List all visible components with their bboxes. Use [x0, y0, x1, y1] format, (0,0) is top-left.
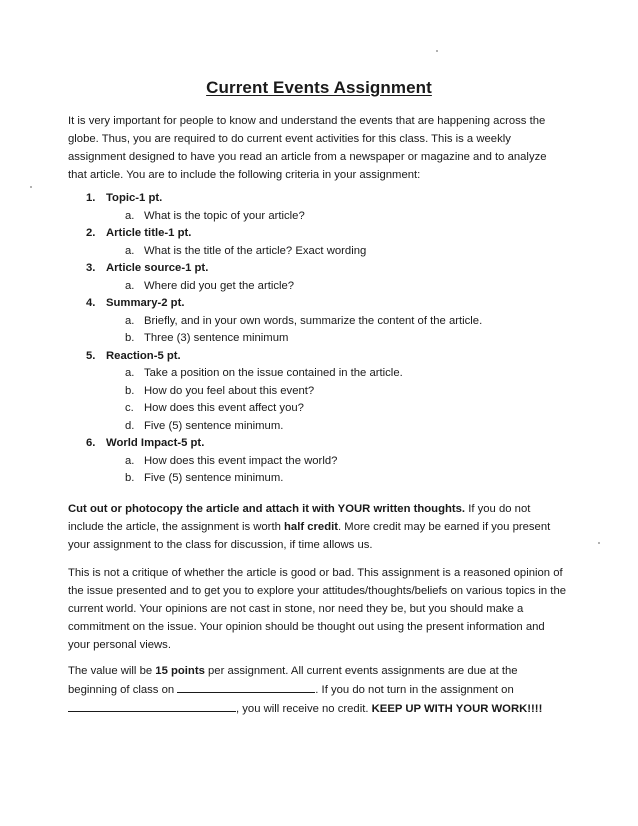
intro-paragraph: It is very important for people to know and understand the events that are happening across the globe. Thus, you are required to do current event activities for this class. This is a weekly assignment designed to have you read an article from a newspaper or magazine and to analyze that article. You are to include the following criteria in your assignment: [68, 115, 547, 181]
scan-speck [30, 186, 32, 188]
subitem-text: Briefly, and in your own words, summarize the content of the article. [144, 314, 483, 327]
subitem-letter: c. [125, 402, 134, 414]
subitem-text: Five (5) sentence minimum. [144, 472, 284, 484]
attach-instruction: Cut out or photocopy the article and attach it with YOUR written thoughts. [68, 503, 466, 515]
criterion-item [0, 297, 638, 315]
subitem-text: Three (3) sentence minimum [144, 332, 289, 344]
subitem-text: What is the topic of your article? [144, 209, 305, 222]
criterion-item [0, 227, 638, 245]
critique-paragraph: This is not a critique of whether the article is good or bad. This assignment is a reasoned opinion of the issue presented and to get you to explore your attitudes/thoughts/beliefs on various topics in the current world. Your opinions are not cast in stone, nor need they be, but you should make a commitment on the issue. Your opinion should be thought out using the present information and your personal views. [68, 567, 567, 651]
subitem-letter: a. [125, 454, 135, 467]
criterion-heading: Article title-1 pt. [106, 227, 192, 239]
criterion-item [0, 262, 638, 280]
criterion-subitem [0, 280, 638, 298]
criterion-subitem [0, 210, 638, 228]
subitem-text: Take a position on the issue contained in the article. [144, 367, 403, 379]
points-value: 15 points [155, 665, 205, 677]
criterion-subitem [0, 455, 638, 473]
criteria-list [0, 192, 638, 490]
subitem-text: Where did you get the article? [144, 279, 295, 292]
criterion-item [0, 350, 638, 368]
half-credit-text: half credit [284, 521, 339, 533]
subitem-letter: a. [125, 244, 135, 257]
criterion-number: 1. [86, 192, 96, 204]
criterion-item [0, 437, 638, 455]
criterion-number: 4. [86, 297, 96, 309]
criterion-heading: Reaction-5 pt. [106, 349, 181, 362]
attach-text-a: If you do not include the article, the assignment is worth [68, 503, 531, 533]
subitem-letter: b. [125, 472, 135, 484]
subitem-text: What is the title of the article? Exact wording [144, 244, 367, 257]
subitem-letter: a. [125, 209, 135, 222]
due-date-blank [177, 680, 315, 693]
subitem-letter: b. [125, 384, 135, 397]
subitem-text: Five (5) sentence minimum. [144, 419, 284, 432]
page-title: Current Events Assignment [206, 78, 432, 97]
criterion-subitem [0, 420, 638, 438]
scan-speck [598, 542, 600, 544]
criterion-heading: Article source-1 pt. [106, 262, 209, 274]
criterion-heading: Topic-1 pt. [106, 192, 163, 204]
attach-article-paragraph [68, 500, 568, 554]
criterion-number: 3. [86, 262, 96, 274]
criterion-subitem [0, 332, 638, 350]
criterion-item [0, 192, 638, 210]
value-text-a: The value will be [68, 665, 156, 677]
scan-speck [436, 50, 438, 52]
criterion-number: 5. [86, 349, 96, 362]
criterion-subitem [0, 385, 638, 403]
subitem-letter: a. [125, 367, 135, 379]
criterion-heading: Summary-2 pt. [106, 297, 185, 309]
subitem-letter: a. [125, 279, 135, 292]
subitem-letter: a. [125, 314, 135, 327]
subitem-letter: b. [125, 332, 135, 344]
criterion-heading: World Impact-5 pt. [106, 437, 205, 449]
criterion-number: 6. [86, 437, 96, 449]
value-text-d: , you will receive no credit. [236, 703, 372, 715]
criterion-subitem [0, 472, 638, 490]
criterion-subitem [0, 245, 638, 263]
criterion-number: 2. [86, 227, 96, 239]
criterion-subitem [0, 402, 638, 420]
keep-up-text: KEEP UP WITH YOUR WORK!!!! [371, 703, 543, 715]
value-text-b: per assignment. All current events assignments are due at the beginning of class on [68, 665, 518, 696]
subitem-text: How does this event affect you? [144, 402, 304, 414]
late-date-blank [68, 699, 236, 712]
value-text-c: . If you do not turn in the assignment on [315, 684, 514, 696]
criterion-subitem [0, 315, 638, 333]
subitem-text: How do you feel about this event? [144, 384, 315, 397]
subitem-text: How does this event impact the world? [144, 454, 338, 467]
subitem-letter: d. [125, 419, 135, 432]
attach-text-b: . More credit may be earned if you present your assignment to the class for discussion, if time allows us. [68, 521, 551, 551]
criterion-subitem [0, 367, 638, 385]
value-paragraph [68, 662, 568, 718]
